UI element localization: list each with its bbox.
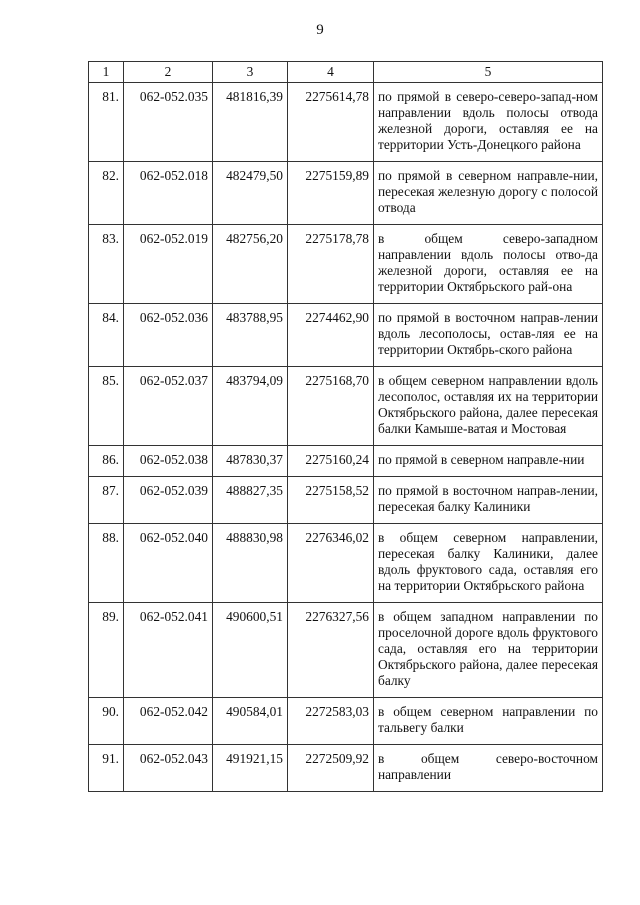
y-coordinate-cell: 2272583,03 <box>288 698 374 745</box>
table-body <box>89 83 603 792</box>
x-coordinate-cell: 488830,98 <box>213 524 288 603</box>
coordinates-table <box>88 61 603 792</box>
y-coordinate-cell: 2274462,90 <box>288 304 374 367</box>
x-coordinate-cell: 483794,09 <box>213 367 288 446</box>
x-coordinate-cell: 488827,35 <box>213 477 288 524</box>
y-coordinate-cell: 2275158,52 <box>288 477 374 524</box>
boundary-description-cell: в общем северо-восточном направлении <box>374 745 603 792</box>
boundary-description-cell: по прямой в северном направле-нии <box>374 446 603 477</box>
x-coordinate-cell: 482479,50 <box>213 162 288 225</box>
header-cell-2: 2 <box>124 62 213 83</box>
table-row <box>89 446 603 477</box>
table-row <box>89 477 603 524</box>
row-number-cell: 82. <box>89 162 124 225</box>
point-code-cell: 062-052.038 <box>124 446 213 477</box>
table-row <box>89 83 603 162</box>
table-row <box>89 603 603 698</box>
point-code-cell: 062-052.043 <box>124 745 213 792</box>
y-coordinate-cell: 2275159,89 <box>288 162 374 225</box>
x-coordinate-cell: 491921,15 <box>213 745 288 792</box>
row-number-cell: 90. <box>89 698 124 745</box>
boundary-description-cell: в общем северо-западном направлении вдоль полосы отво-да железной дороги, оставляя ее на территории Октябрьского рай-она <box>374 225 603 304</box>
table-row <box>89 367 603 446</box>
point-code-cell: 062-052.018 <box>124 162 213 225</box>
boundary-description-cell: в общем северном направлении по тальвегу балки <box>374 698 603 745</box>
table-header <box>89 62 603 83</box>
boundary-description-cell: в общем западном направлении по проселочной дороге вдоль фруктового сада, оставляя его на территории Октябрьского района, далее пересекая балку <box>374 603 603 698</box>
table-row <box>89 225 603 304</box>
boundary-description-cell: по прямой в восточном направ-лении вдоль лесополосы, остав-ляя ее на территории Октябрь-ского района <box>374 304 603 367</box>
table-row <box>89 524 603 603</box>
row-number-cell: 91. <box>89 745 124 792</box>
table-row <box>89 745 603 792</box>
y-coordinate-cell: 2275160,24 <box>288 446 374 477</box>
y-coordinate-cell: 2272509,92 <box>288 745 374 792</box>
x-coordinate-cell: 487830,37 <box>213 446 288 477</box>
row-number-cell: 81. <box>89 83 124 162</box>
row-number-cell: 83. <box>89 225 124 304</box>
x-coordinate-cell: 490600,51 <box>213 603 288 698</box>
point-code-cell: 062-052.040 <box>124 524 213 603</box>
row-number-cell: 89. <box>89 603 124 698</box>
point-code-cell: 062-052.036 <box>124 304 213 367</box>
table-row <box>89 698 603 745</box>
header-cell-5: 5 <box>374 62 603 83</box>
x-coordinate-cell: 490584,01 <box>213 698 288 745</box>
y-coordinate-cell: 2275168,70 <box>288 367 374 446</box>
boundary-description-cell: в общем северном направлении, пересекая балку Калиники, далее вдоль фруктового сада, оставляя его на территории Октябрьского района <box>374 524 603 603</box>
page-number: 9 <box>316 22 324 38</box>
header-cell-4: 4 <box>288 62 374 83</box>
point-code-cell: 062-052.041 <box>124 603 213 698</box>
point-code-cell: 062-052.037 <box>124 367 213 446</box>
header-cell-3: 3 <box>213 62 288 83</box>
row-number-cell: 85. <box>89 367 124 446</box>
row-number-cell: 87. <box>89 477 124 524</box>
header-row <box>89 62 603 83</box>
y-coordinate-cell: 2276327,56 <box>288 603 374 698</box>
row-number-cell: 84. <box>89 304 124 367</box>
row-number-cell: 86. <box>89 446 124 477</box>
y-coordinate-cell: 2275614,78 <box>288 83 374 162</box>
y-coordinate-cell: 2275178,78 <box>288 225 374 304</box>
x-coordinate-cell: 481816,39 <box>213 83 288 162</box>
point-code-cell: 062-052.019 <box>124 225 213 304</box>
y-coordinate-cell: 2276346,02 <box>288 524 374 603</box>
point-code-cell: 062-052.035 <box>124 83 213 162</box>
table-row <box>89 162 603 225</box>
x-coordinate-cell: 483788,95 <box>213 304 288 367</box>
x-coordinate-cell: 482756,20 <box>213 225 288 304</box>
boundary-description-cell: в общем северном направлении вдоль лесополос, оставляя их на территории Октябрьского района, далее пересекая балки Камыше-ватая и Мостовая <box>374 367 603 446</box>
table-row <box>89 304 603 367</box>
point-code-cell: 062-052.042 <box>124 698 213 745</box>
boundary-description-cell: по прямой в северном направле-нии, пересекая железную дорогу с полосой отвода <box>374 162 603 225</box>
boundary-description-cell: по прямой в восточном направ-лении, пересекая балку Калиники <box>374 477 603 524</box>
boundary-description-cell: по прямой в северо-северо-запад-ном направлении вдоль полосы отвода железной дороги, оставляя ее на территории Усть-Донецкого района <box>374 83 603 162</box>
point-code-cell: 062-052.039 <box>124 477 213 524</box>
header-cell-1: 1 <box>89 62 124 83</box>
row-number-cell: 88. <box>89 524 124 603</box>
